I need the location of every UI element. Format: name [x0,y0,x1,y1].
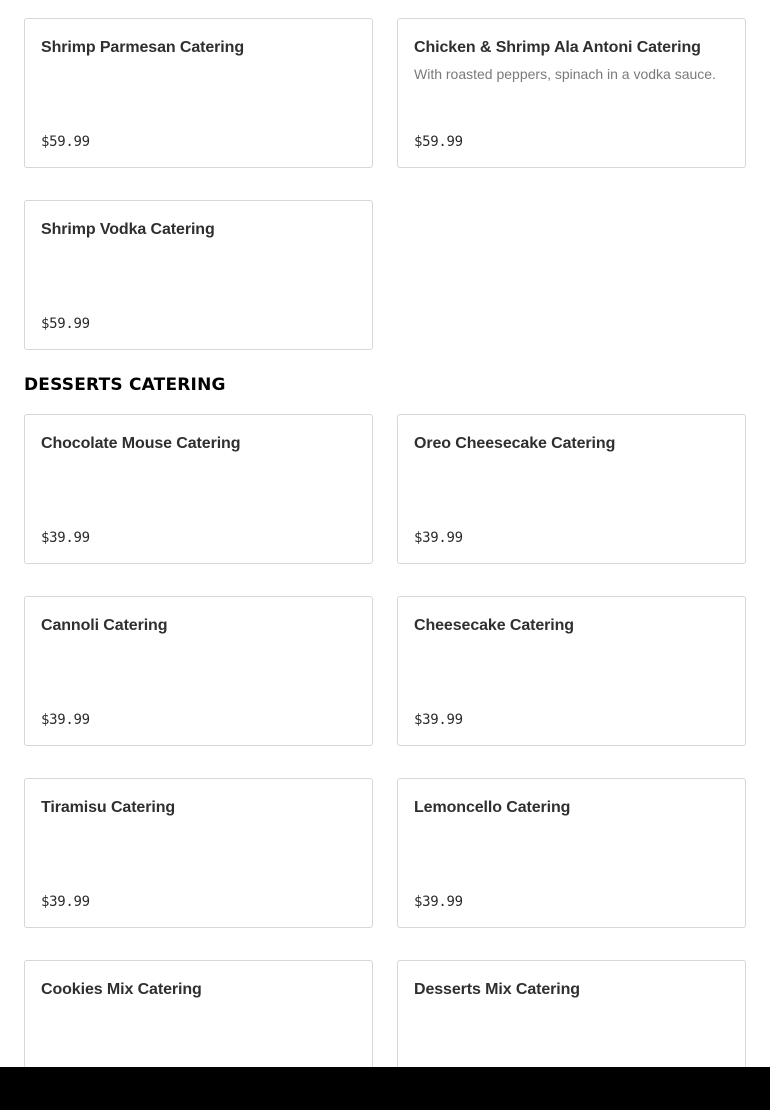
menu-item-title: Cheesecake Catering [414,617,574,634]
bottom-bar [0,1067,770,1110]
menu-item-price: $39.99 [41,894,90,910]
menu-item-price: $59.99 [41,134,90,150]
desserts-grid [24,414,746,1110]
menu-item-title: Chicken & Shrimp Ala Antoni Catering [414,39,701,56]
menu-item-card[interactable] [397,414,746,564]
menu-item-card[interactable] [397,18,746,168]
menu-item-price: $39.99 [414,530,463,546]
menu-item-price: $39.99 [414,712,463,728]
menu-item-card[interactable] [24,18,373,168]
menu-item-card[interactable] [24,200,373,350]
menu-item-card[interactable] [24,778,373,928]
menu-item-title: Shrimp Vodka Catering [41,221,215,238]
section-heading-desserts: DESSERTS CATERING [24,375,226,395]
menu-item-title: Shrimp Parmesan Catering [41,39,244,56]
menu-item-title: Cookies Mix Catering [41,981,202,998]
menu-item-description: With roasted peppers, spinach in a vodka sauce. [414,66,716,82]
menu-items-grid [24,18,746,350]
menu-item-title: Cannoli Catering [41,617,168,634]
menu-item-title: Desserts Mix Catering [414,981,580,998]
menu-item-price: $59.99 [414,134,463,150]
menu-item-price: $59.99 [41,316,90,332]
menu-item-price: $39.99 [414,894,463,910]
menu-item-title: Chocolate Mouse Catering [41,435,241,452]
menu-item-title: Lemoncello Catering [414,799,571,816]
menu-item-card[interactable] [397,778,746,928]
menu-item-price: $39.99 [41,530,90,546]
menu-item-title: Oreo Cheesecake Catering [414,435,616,452]
menu-item-card[interactable] [24,414,373,564]
menu-item-card[interactable] [397,596,746,746]
menu-item-card[interactable] [24,596,373,746]
menu-item-price: $39.99 [41,712,90,728]
menu-item-title: Tiramisu Catering [41,799,176,816]
